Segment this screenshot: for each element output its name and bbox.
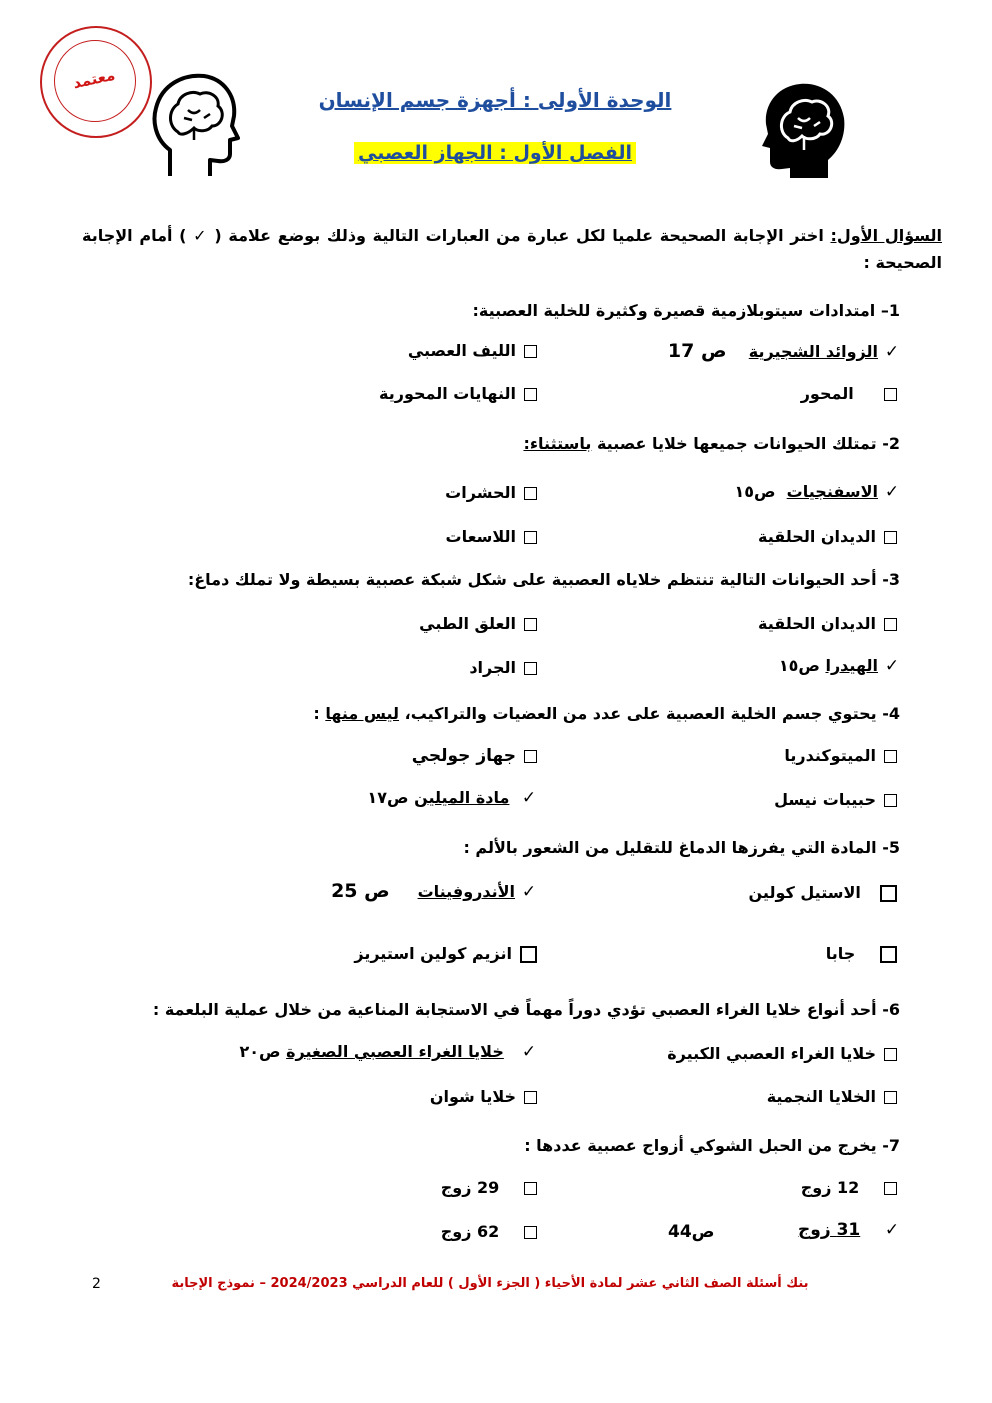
q2-option-a[interactable]: ✓الاسفنجيات ص١٥ [734, 482, 900, 502]
q3-option-b[interactable]: العلق الطبي [419, 614, 537, 633]
q6-option-c[interactable]: الخلايا النجمية [767, 1087, 897, 1106]
q1-option-d[interactable]: النهايات المحورية [379, 384, 537, 403]
chapter-title: الفصل الأول : الجهاز العصبي [300, 142, 690, 164]
q3-option-a[interactable]: الديدان الحلقية [758, 614, 897, 633]
page-number: 2 [92, 1276, 101, 1292]
q3-option-c[interactable]: ✓الهيدرا ص١٥ [778, 656, 900, 676]
q5-option-c[interactable]: جابا [826, 944, 897, 963]
intro-text: اختر الإجابة الصحيحة علميا لكل عبارة من العبارات التالية وذلك بوضع علامة ( ✓ ) أمام الإجابة الصحيحة : [82, 226, 942, 272]
q7-option-b[interactable]: 29 زوج [441, 1178, 537, 1197]
q6-option-a[interactable]: خلايا الغراء العصبي الكبيرة [667, 1044, 897, 1063]
question-5: 5- المادة التي يفرزها الدماغ للتقليل من الشعور بالألم : [463, 838, 900, 857]
question-6: 6- أحد أنواع خلايا الغراء العصبي تؤدي دوراً مهماً في الاستجابة المناعية من خلال عملية البلعمة : [152, 1000, 900, 1019]
q7-option-c-ref: ص44 [668, 1222, 715, 1242]
q6-option-d[interactable]: خلايا شوان [430, 1087, 537, 1106]
approval-stamp [40, 26, 152, 138]
q2-option-b[interactable]: الحشرات [445, 483, 537, 502]
footer-text: بنك أسئلة الصف الثاني عشر لمادة الأحياء ( الجزء الأول ) للعام الدراسي 2024/2023 – نموذج الإجابة [171, 1276, 809, 1291]
q2-option-d[interactable]: اللاسعات [446, 527, 538, 546]
q1-option-a[interactable]: ✓الزوائد الشجيرية ص 17 [667, 340, 900, 362]
question-3: 3- أحد الحيوانات التالية تنتظم خلاياه العصبية على شكل شبكة عصبية بسيطة ولا تملك دماغ: [187, 570, 900, 589]
question-intro [82, 222, 942, 276]
q4-option-b[interactable]: جهاز جولجي [412, 746, 537, 766]
intro-label: السؤال الأول: [830, 226, 942, 245]
q4-option-d[interactable]: ✓ مادة الميلين ص١٧ [367, 788, 537, 808]
q7-option-a[interactable]: 12 زوج [801, 1178, 897, 1197]
unit-title: الوحدة الأولى : أجهزة جسم الإنسان [318, 88, 672, 112]
question-7: 7- يخرج من الحبل الشوكي أزواج عصبية عددها : [524, 1136, 900, 1155]
stamp-word: معتمد [71, 65, 117, 93]
q6-option-b[interactable]: ✓ خلايا الغراء العصبي الصغيرة ص٢٠ [239, 1042, 537, 1062]
question-4: 4- يحتوي جسم الخلية العصبية على عدد من العضيات والتراكيب، ليس منها : [313, 704, 900, 723]
question-1: 1– امتدادات سيتوبلازمية قصيرة وكثيرة للخلية العصبية: [472, 301, 900, 320]
q2-option-c[interactable]: الديدان الحلقية [758, 527, 897, 546]
q7-option-c[interactable]: ✓ 31 زوج [798, 1220, 900, 1240]
q4-option-a[interactable]: الميتوكندريا [784, 746, 897, 765]
brain-head-outline-icon [148, 70, 240, 180]
q5-option-d[interactable]: انزيم كولين استيريز [354, 944, 537, 963]
q3-option-d[interactable]: الجراد [469, 658, 537, 677]
q7-option-d[interactable]: 62 زوج [441, 1222, 537, 1241]
q1-option-b[interactable]: الليف العصبي [408, 341, 537, 360]
brain-head-filled-icon [758, 78, 852, 180]
q5-option-b[interactable]: ✓الأندروفينات ص 25 [331, 880, 537, 902]
q5-option-a[interactable]: الاستيل كولين [749, 883, 897, 902]
q1-option-c[interactable]: المحور [801, 384, 897, 403]
q4-option-c[interactable]: حبيبات نيسل [774, 790, 897, 809]
question-2: 2- تمتلك الحيوانات جميعها خلايا عصبية باستثناء: [523, 434, 900, 453]
